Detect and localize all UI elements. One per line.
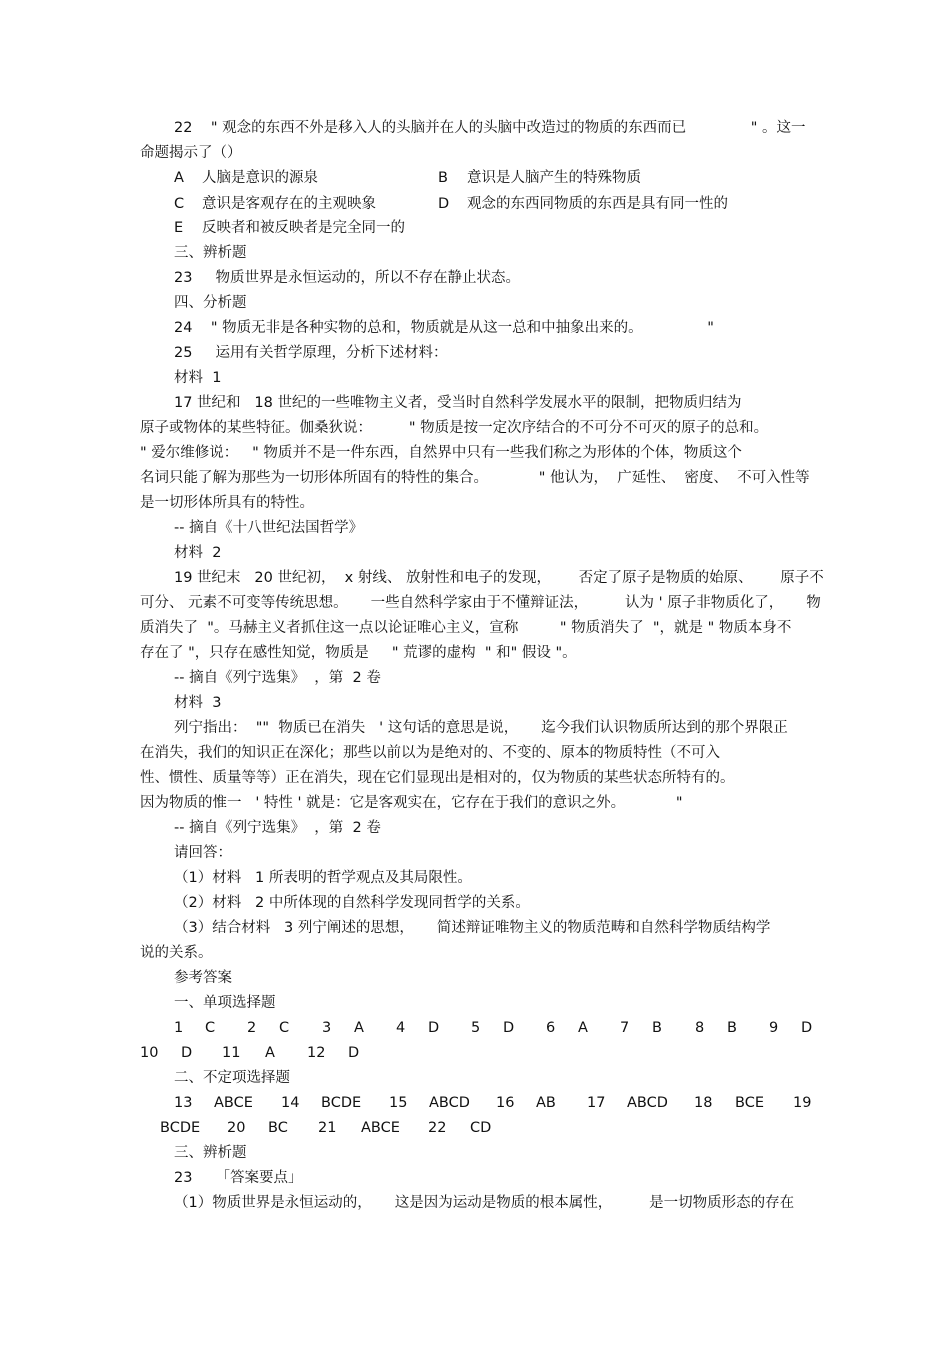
option-d-letter: D: [438, 196, 450, 212]
material-1-line: " 爱尔维修说： " 物质并不是一件东西，自然界中只有一些我们称之为形体的个体，物质这个: [140, 445, 742, 461]
answer-number: 11: [222, 1045, 241, 1061]
answer-value: BCDE: [160, 1120, 201, 1136]
question-2: （2）材料 2 中所体现的自然科学发现同哲学的关系。: [174, 895, 530, 911]
answer-value: ABCD: [627, 1095, 668, 1111]
answer-value: C: [205, 1020, 216, 1036]
option-b-text: 意识是人脑产生的特殊物质: [467, 170, 641, 186]
answer-value: B: [727, 1020, 737, 1036]
questions-intro: 请回答：: [174, 845, 232, 861]
answer-number: 17: [587, 1095, 606, 1111]
question-3-line2: 说的关系。: [140, 945, 213, 961]
answer-number: 15: [389, 1095, 408, 1111]
answer-value: ABCE: [361, 1120, 400, 1136]
material-1-line: 原子或物体的某些特征。伽桑狄说： " 物质是按一定次序结合的不可分不可灭的原子的总和。: [140, 420, 769, 436]
answer-value: BC: [268, 1120, 288, 1136]
answer-number: 12: [307, 1045, 326, 1061]
answer-value: C: [279, 1020, 290, 1036]
material-3-line: 因为物质的惟一 ' 特性 ' 就是：它是客观实在，它存在于我们的意识之外。 ": [140, 795, 683, 811]
answer-value: D: [428, 1020, 440, 1036]
option-a-text: 人脑是意识的源泉: [202, 170, 318, 186]
option-e-text: 反映者和被反映者是完全同一的: [202, 220, 405, 236]
option-e-letter: E: [174, 220, 184, 236]
material-2-line: 存在了 "，只存在感性知觉，物质是 " 荒谬的虚构 " 和" 假设 "。: [140, 645, 577, 661]
material-1-line: 名词只能了解为那些为一切形体所固有的特性的集合。 " 他认为， 广延性、 密度、 不可入性等: [140, 470, 810, 486]
answer-number: 16: [496, 1095, 515, 1111]
answer-number: 4: [396, 1020, 406, 1036]
option-d-text: 观念的东西同物质的东西是具有同一性的: [467, 196, 728, 212]
option-b-letter: B: [438, 170, 448, 186]
answer-number: 5: [471, 1020, 481, 1036]
material-3-line: 性、惯性、质量等等）正在消失，现在它们显现出是相对的，仅为物质的某些状态所特有的。: [140, 770, 735, 786]
answer-value: A: [354, 1020, 364, 1036]
section-4-title: 四、分析题: [174, 295, 247, 311]
answer-value: ABCD: [429, 1095, 470, 1111]
answers-section-2-title: 二、不定项选择题: [174, 1070, 290, 1086]
answer-value: A: [578, 1020, 588, 1036]
material-2-line: 19 世纪末 20 世纪初， x 射线、 放射性和电子的发现， 否定了原子是物质的始原、 原子不: [174, 570, 824, 586]
answer-number: 21: [318, 1120, 337, 1136]
answer-number: 2: [247, 1020, 257, 1036]
material-3-line: 列宁指出： "" 物质已在消失 ' 这句话的意思是说， 迄今我们认识物质所达到的那个界限正: [174, 720, 788, 736]
answer-value: D: [348, 1045, 360, 1061]
option-a-letter: A: [174, 170, 184, 186]
material-1-line: 17 世纪和 18 世纪的一些唯物主义者，受当时自然科学发展水平的限制，把物质归结为: [174, 395, 742, 411]
option-c-letter: C: [174, 196, 185, 212]
answer-value: CD: [470, 1120, 492, 1136]
material-2-line: 可分、 元素不可变等传统思想。 一些自然科学家由于不懂辩证法， 认为 ' 原子非物质化了， 物: [140, 595, 821, 611]
answer-number: 19: [793, 1095, 812, 1111]
answer-23-label: 23 「答案要点」: [174, 1170, 303, 1186]
material-3-title: 材料 3: [174, 695, 222, 711]
answer-value: A: [265, 1045, 275, 1061]
answer-value: BCDE: [321, 1095, 362, 1111]
answer-number: 6: [546, 1020, 556, 1036]
q25-text: 25 运用有关哲学原理，分析下述材料：: [174, 345, 448, 361]
answer-number: 13: [174, 1095, 193, 1111]
section-3-title: 三、辨析题: [174, 245, 247, 261]
material-1-source: -- 摘自《十八世纪法国哲学》: [174, 520, 364, 536]
material-3-source: -- 摘自《列宁选集》 ，第 2 卷: [174, 820, 381, 836]
answer-value: AB: [536, 1095, 556, 1111]
answer-number: 14: [281, 1095, 300, 1111]
answer-23-point-1: （1）物质世界是永恒运动的， 这是因为运动是物质的根本属性， 是一切物质形态的存在: [174, 1195, 795, 1211]
answer-number: 18: [694, 1095, 713, 1111]
q22-line2: 命题揭示了（）: [140, 145, 242, 161]
answer-number: 7: [620, 1020, 630, 1036]
material-2-title: 材料 2: [174, 545, 222, 561]
answer-value: B: [652, 1020, 662, 1036]
q23-text: 23 物质世界是永恒运动的，所以不存在静止状态。: [174, 270, 520, 286]
answers-section-1-title: 一、单项选择题: [174, 995, 276, 1011]
answer-number: 10: [140, 1045, 159, 1061]
material-1-line: 是一切形体所具有的特性。: [140, 495, 314, 511]
answers-title: 参考答案: [174, 970, 232, 986]
answer-number: 8: [695, 1020, 705, 1036]
answer-value: D: [801, 1020, 813, 1036]
material-2-line: 质消失了 "。马赫主义者抓住这一点以论证唯心主义，宣称 " 物质消失了 "，就是 " 物质本身不: [140, 620, 792, 636]
answers-section-3-title: 三、辨析题: [174, 1145, 247, 1161]
option-c-text: 意识是客观存在的主观映象: [202, 196, 376, 212]
answer-value: D: [503, 1020, 515, 1036]
material-3-line: 在消失，我们的知识正在深化；那些以前以为是绝对的、不变的、原本的物质特性（不可入: [140, 745, 720, 761]
answer-value: BCE: [735, 1095, 764, 1111]
q22-line1: 22 " 观念的东西不外是移入人的头脑并在人的头脑中改造过的物质的东西而已 " 。这一: [174, 120, 806, 136]
answer-number: 3: [322, 1020, 332, 1036]
material-1-title: 材料 1: [174, 370, 222, 386]
material-2-source: -- 摘自《列宁选集》 ，第 2 卷: [174, 670, 381, 686]
question-3-line1: （3）结合材料 3 列宁阐述的思想， 简述辩证唯物主义的物质范畴和自然科学物质结构学: [174, 920, 771, 936]
answer-value: ABCE: [214, 1095, 253, 1111]
answer-number: 20: [227, 1120, 246, 1136]
answer-number: 9: [769, 1020, 779, 1036]
answer-value: D: [181, 1045, 193, 1061]
question-1: （1）材料 1 所表明的哲学观点及其局限性。: [174, 870, 472, 886]
answer-number: 1: [174, 1020, 184, 1036]
answer-number: 22: [428, 1120, 447, 1136]
q24-text: 24 " 物质无非是各种实物的总和，物质就是从这一总和中抽象出来的。 ": [174, 320, 714, 336]
